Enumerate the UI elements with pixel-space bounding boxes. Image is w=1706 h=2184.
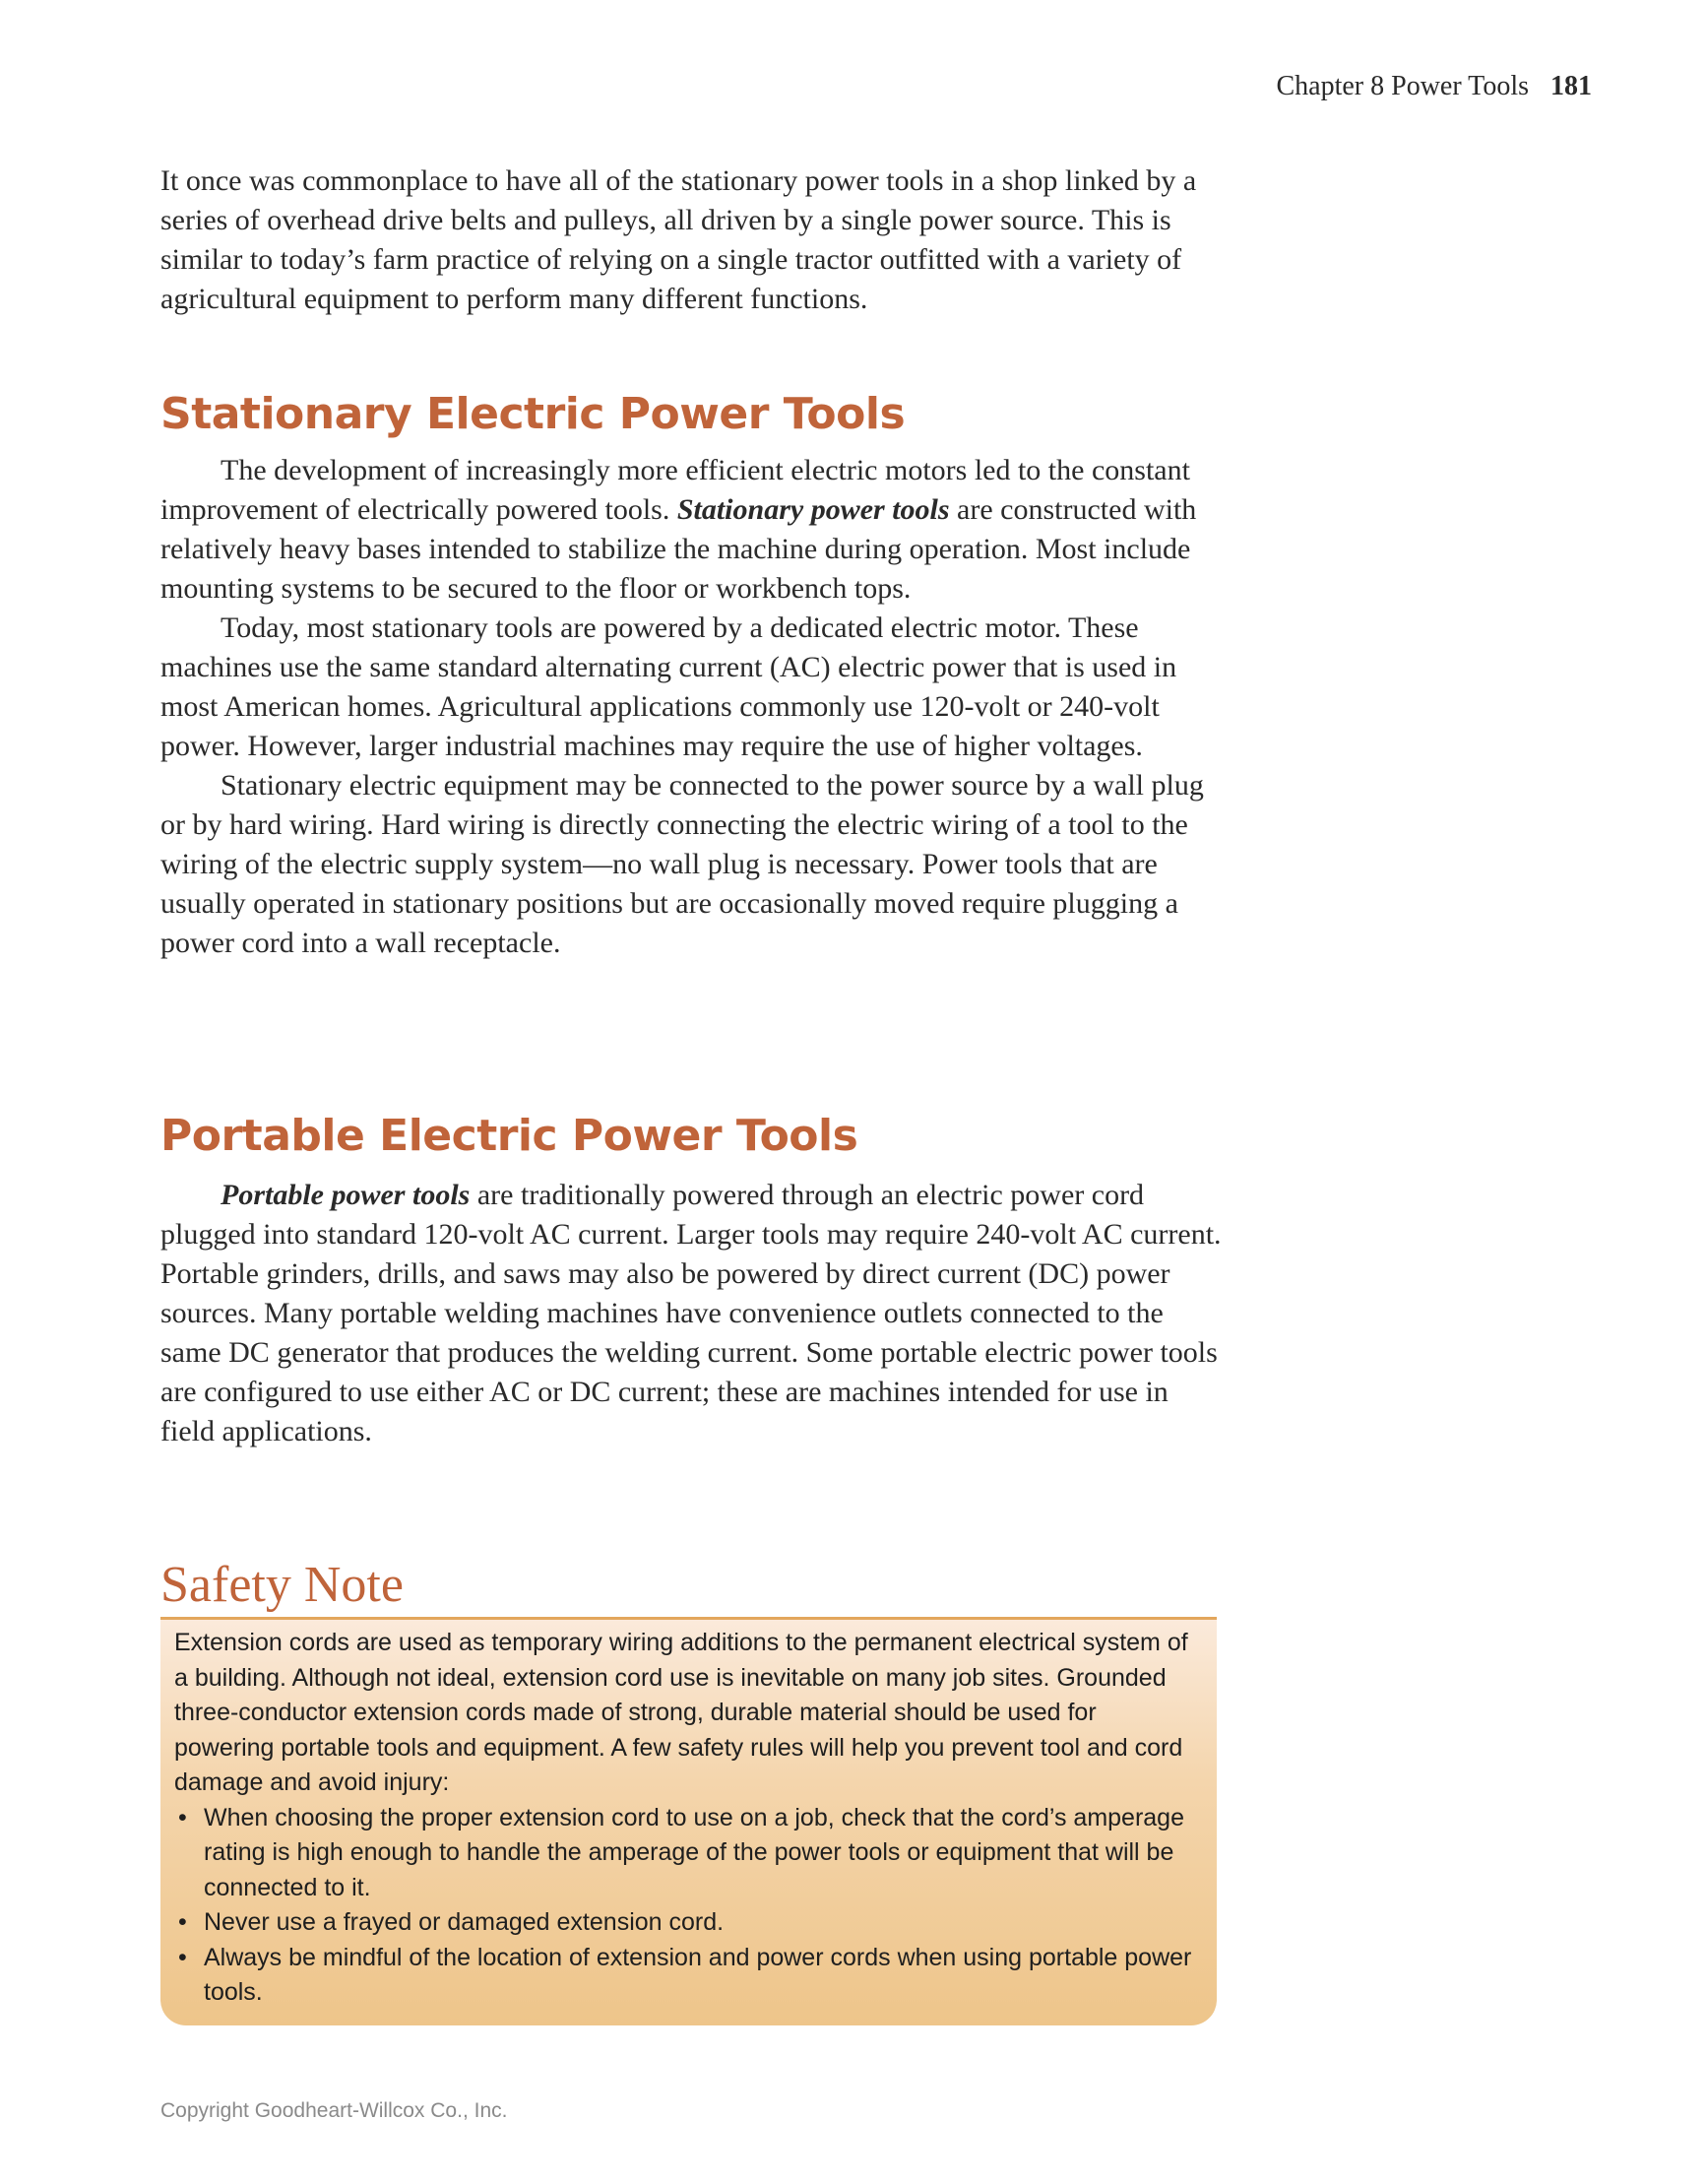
stationary-section-heading-wrap (160, 387, 1224, 442)
stationary-p1-after: are constructed with relatively heavy bases intended to stabilize the machine during operation. Most include mounting systems to be secured to the floor or workbench tops. (160, 493, 1197, 605)
list-item-text: Always be mindful of the location of extension and power cords when using portable power tools. (204, 1943, 1192, 2006)
bullet-icon: • (178, 1908, 187, 1936)
portable-heading: Portable Electric Power Tools (160, 1111, 858, 1161)
stationary-term: Stationary power tools (676, 493, 950, 526)
portable-term: Portable power tools (221, 1179, 471, 1211)
intro-section (160, 161, 1224, 319)
safety-note-box (160, 1617, 1217, 2025)
list-item (174, 1801, 1193, 1906)
chapter-title: Chapter 8 Power Tools (1276, 71, 1529, 101)
portable-p1-after: are traditionally powered through an electric power cord plugged into standard 120-volt AC current. Larger tools may require 240-volt AC current. Portable grinders, drills, and saws may also be powered by direct current (DC) power sources. Many portable welding machines have convenience outlets connected to the same DC generator that produces the welding current. Some portable electric power tools are configured to use either AC or DC current; these are machines intended for use in field applications. (160, 1179, 1222, 1447)
safety-note-intro: Extension cords are used as temporary wiring additions to the permanent electrical system of a building. Although not ideal, extension cord use is inevitable on many job sites. Grounded three-conductor extension cords made of strong, durable material should be used for powering portable tools and equipment. A few safety rules will help you prevent tool and cord damage and avoid injury: (174, 1629, 1188, 1796)
copyright-footer: Copyright Goodheart-Willcox Co., Inc. (160, 2099, 508, 2122)
safety-note-title: Safety Note (160, 1557, 404, 1613)
intro-paragraph: It once was commonplace to have all of the stationary power tools in a shop linked by a series of overhead drive belts and pulleys, all driven by a single power source. This is similar to today’s farm practice of relying on a single tractor outfitted with a variety of agricultural equipment to perform many different functions. (160, 164, 1197, 315)
stationary-p1-before: The development of increasingly more efficient electric motors led to the constant improvement of electrically powered tools. (160, 454, 1190, 526)
portable-section-heading-wrap (160, 1109, 1224, 1164)
list-item-text: When choosing the proper extension cord to use on a job, check that the cord’s amperage rating is high enough to handle the amperage of the power tools or equipment that will be connected to it. (204, 1803, 1184, 1901)
page-number: 181 (1550, 71, 1592, 101)
portable-paragraph-1 (160, 1176, 1224, 1451)
stationary-paragraph-2: Today, most stationary tools are powered by a dedicated electric motor. These machines use the same standard alternating current (AC) electric power that is used in most American homes. Agricultural applications commonly use 120-volt or 240-volt power. However, larger industrial machines may require the use of higher voltages. (160, 611, 1177, 762)
stationary-heading: Stationary Electric Power Tools (160, 389, 906, 439)
portable-section (160, 1176, 1224, 1451)
list-item-text: Never use a frayed or damaged extension cord. (204, 1908, 725, 1936)
list-item (174, 1905, 1193, 1941)
bullet-icon: • (178, 1803, 187, 1831)
bullet-icon: • (178, 1943, 187, 1971)
stationary-paragraph-1 (160, 451, 1224, 609)
running-head (1277, 71, 1593, 102)
list-item (174, 1941, 1193, 2011)
safety-note-list (174, 1801, 1193, 2011)
stationary-paragraph-3: Stationary electric equipment may be connected to the power source by a wall plug or by hard wiring. Hard wiring is directly connecting the electric wiring of a tool to the wiring of the electric supply system—no wall plug is necessary. Power tools that are usually operated in stationary positions but are occasionally moved require plugging a power cord into a wall receptacle. (160, 769, 1204, 959)
stationary-section (160, 451, 1224, 963)
